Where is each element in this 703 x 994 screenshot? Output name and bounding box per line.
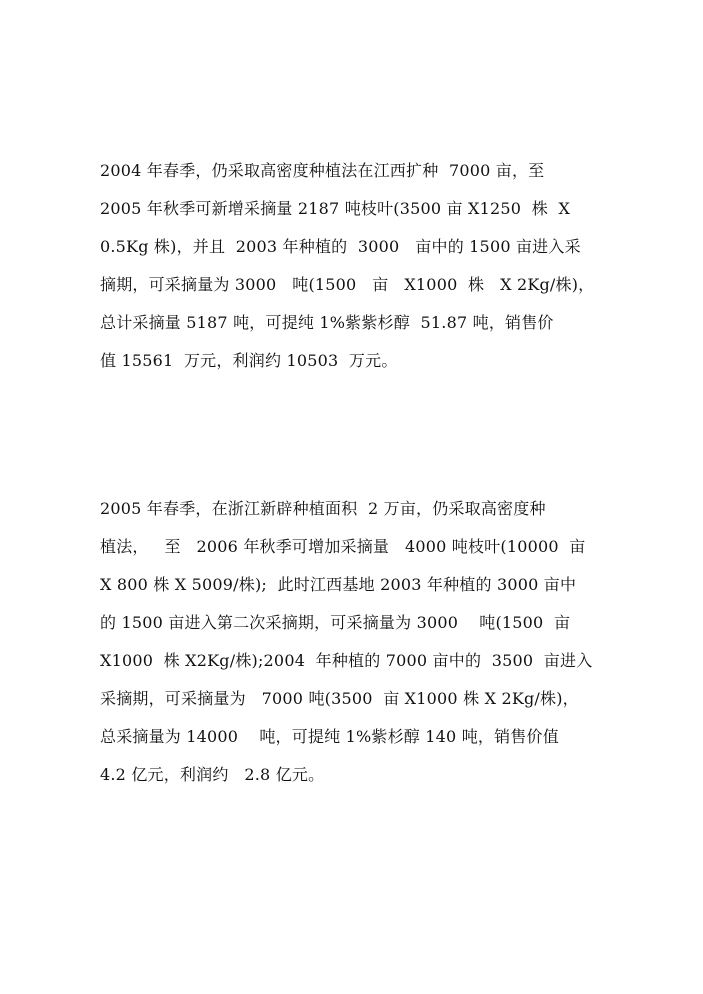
text-line: 2005 年春季，在浙江新辟种植面积 2 万亩，仍采取高密度种 <box>100 499 546 518</box>
paragraph-zhejiang-2005 <box>100 500 600 804</box>
text-line: X 800 株 X 5009/株); 此时江西基地 2003 年种植的 3000 亩中 <box>100 575 577 594</box>
paragraph-jiangxi-2004 <box>100 162 600 390</box>
text-line: X1000 株 X2Kg/株);2004 年种植的 7000 亩中的 3500 亩进入 <box>100 651 593 670</box>
text-line: 2004 年春季，仍采取高密度种植法在江西扩种 7000 亩，至 <box>100 161 545 180</box>
text-line: 0.5Kg 株)，并且 2003 年种植的 3000 亩中的 1500 亩进入采 <box>100 237 581 256</box>
text-line: 2005 年秋季可新增采摘量 2187 吨枝叶(3500 亩 X1250 株 X <box>100 199 571 218</box>
text-line: 值 15561 万元，利润约 10503 万元。 <box>100 351 398 370</box>
text-line: 总计采摘量 5187 吨，可提纯 1%紫紫杉醇 51.87 吨，销售价 <box>100 313 554 332</box>
text-line: 的 1500 亩进入第二次采摘期，可采摘量为 3000 吨(1500 亩 <box>100 613 571 632</box>
text-line: 摘期，可采摘量为 3000 吨(1500 亩 X1000 株 X 2Kg/株)， <box>100 275 595 294</box>
text-line: 4.2 亿元，利润约 2.8 亿元。 <box>100 765 325 784</box>
text-line: 总采摘量为 14000 吨，可提纯 1%紫杉醇 140 吨，销售价值 <box>100 727 559 746</box>
text-line: 采摘期，可采摘量为 7000 吨(3500 亩 X1000 株 X 2Kg/株)， <box>100 689 579 708</box>
text-line: 植法， 至 2006 年秋季可增加采摘量 4000 吨枝叶(10000 亩 <box>100 537 586 556</box>
